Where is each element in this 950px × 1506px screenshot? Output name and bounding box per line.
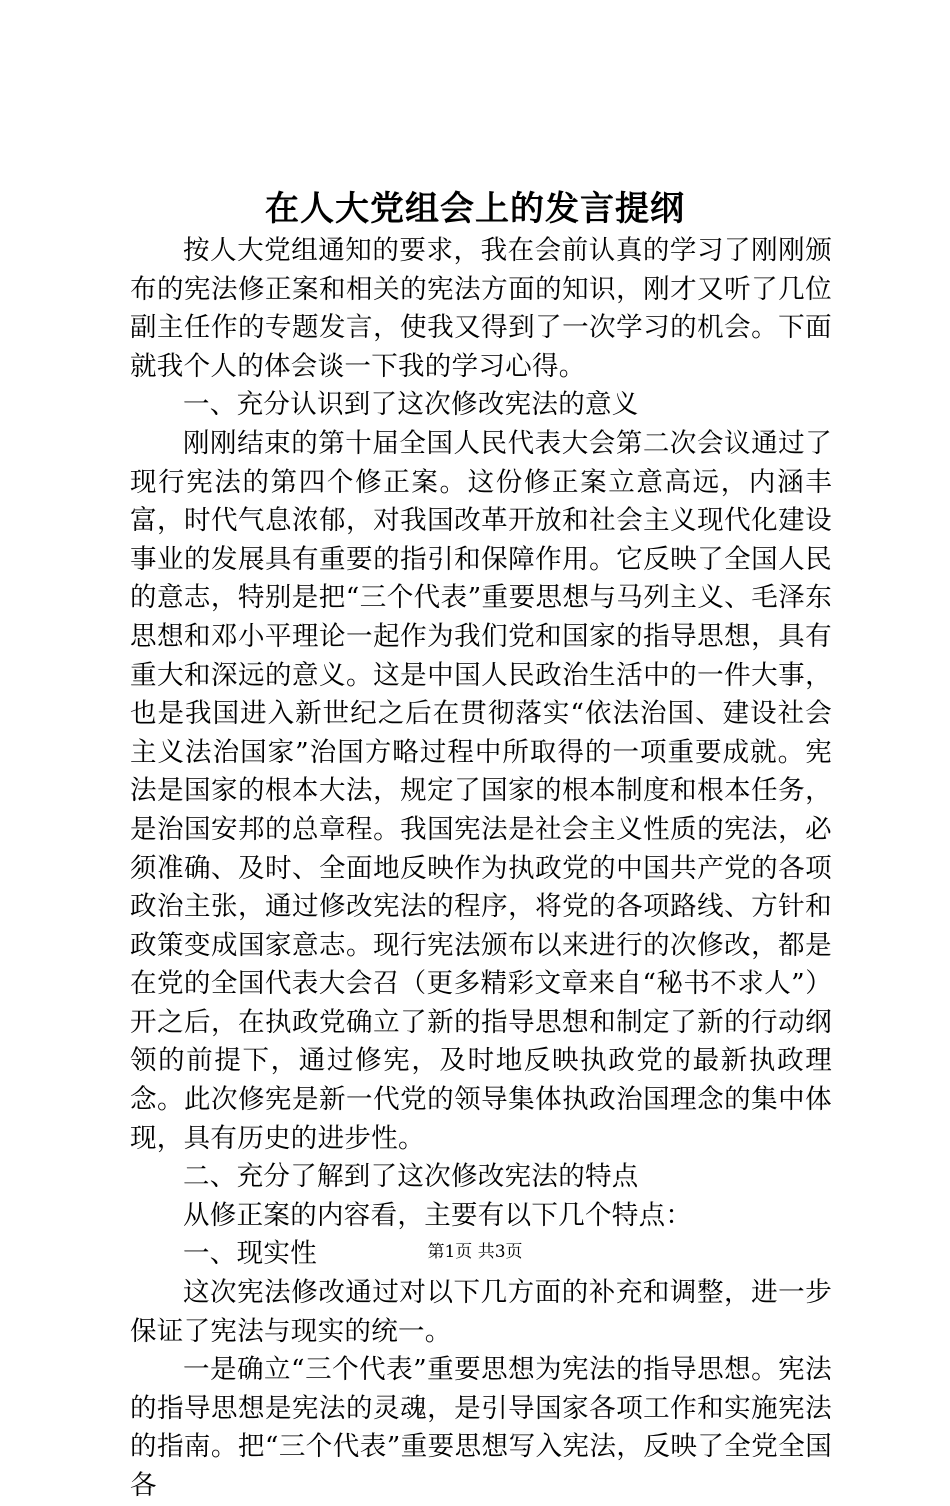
paragraph-features-intro: 从修正案的内容看，主要有以下几个特点：	[183, 1199, 693, 1231]
document-title: 在人大党组会上的发言提纲	[265, 189, 685, 229]
document-body	[130, 232, 832, 1506]
paragraph-first-point: 一是确立“三个代表”重要思想为宪法的指导思想。宪法的指导思想是宪法的灵魂，是引导国家各项工作和实施宪法的指南。把“三个代表”重要思想写入宪法，反映了全党全国各	[130, 1354, 832, 1501]
section-heading-1: 一、充分认识到了这次修改宪法的意义	[183, 389, 639, 421]
paragraph-reality: 这次宪法修改通过对以下几方面的补充和调整，进一步保证了宪法与现实的统一。	[130, 1277, 832, 1347]
page-footer: 第1页 共3页	[427, 1242, 523, 1262]
section-heading-2: 二、充分了解到了这次修改宪法的特点	[183, 1161, 639, 1193]
sub-heading-reality: 一、现实性	[183, 1238, 317, 1270]
paragraph-significance: 刚刚结束的第十届全国人民代表大会第二次会议通过了现行宪法的第四个修正案。这份修正案立意高远，内涵丰富，时代气息浓郁，对我国改革开放和社会主义现代化建设事业的发展具有重要的指引和保障作用。它反映了全国人民的意志，特别是把“三个代表”重要思想与马列主义、毛泽东思想和邓小平理论一起作为我们党和国家的指导思想，具有重大和深远的意义。这是中国人民政治生活中的一件大事，也是我国进入新世纪之后在贯彻落实“依法治国、建设社会主义法治国家”治国方略过程中所取得的一项重要成就。宪法是国家的根本大法，规定了国家的根本制度和根本任务，是治国安邦的总章程。我国宪法是社会主义性质的宪法，必须准确、及时、全面地反映作为执政党的中国共产党的各项政治主张，通过修改宪法的程序，将党的各项路线、方针和政策变成国家意志。现行宪法颁布以来进行的次修改，都是在党的全国代表大会召（更多精彩文章来自“秘书不求人”）开之后，在执政党确立了新的指导思想和制定了新的行动纲领的前提下，通过修宪，及时地反映执政党的最新执政理念。此次修宪是新一代党的领导集体执政治国理念的集中体现，具有历史的进步性。	[130, 427, 832, 1154]
paragraph-intro: 按人大党组通知的要求，我在会前认真的学习了刚刚颁布的宪法修正案和相关的宪法方面的知识，刚才又听了几位副主任作的专题发言，使我又得到了一次学习的机会。下面就我个人的体会谈一下我的学习心得。	[130, 235, 832, 382]
